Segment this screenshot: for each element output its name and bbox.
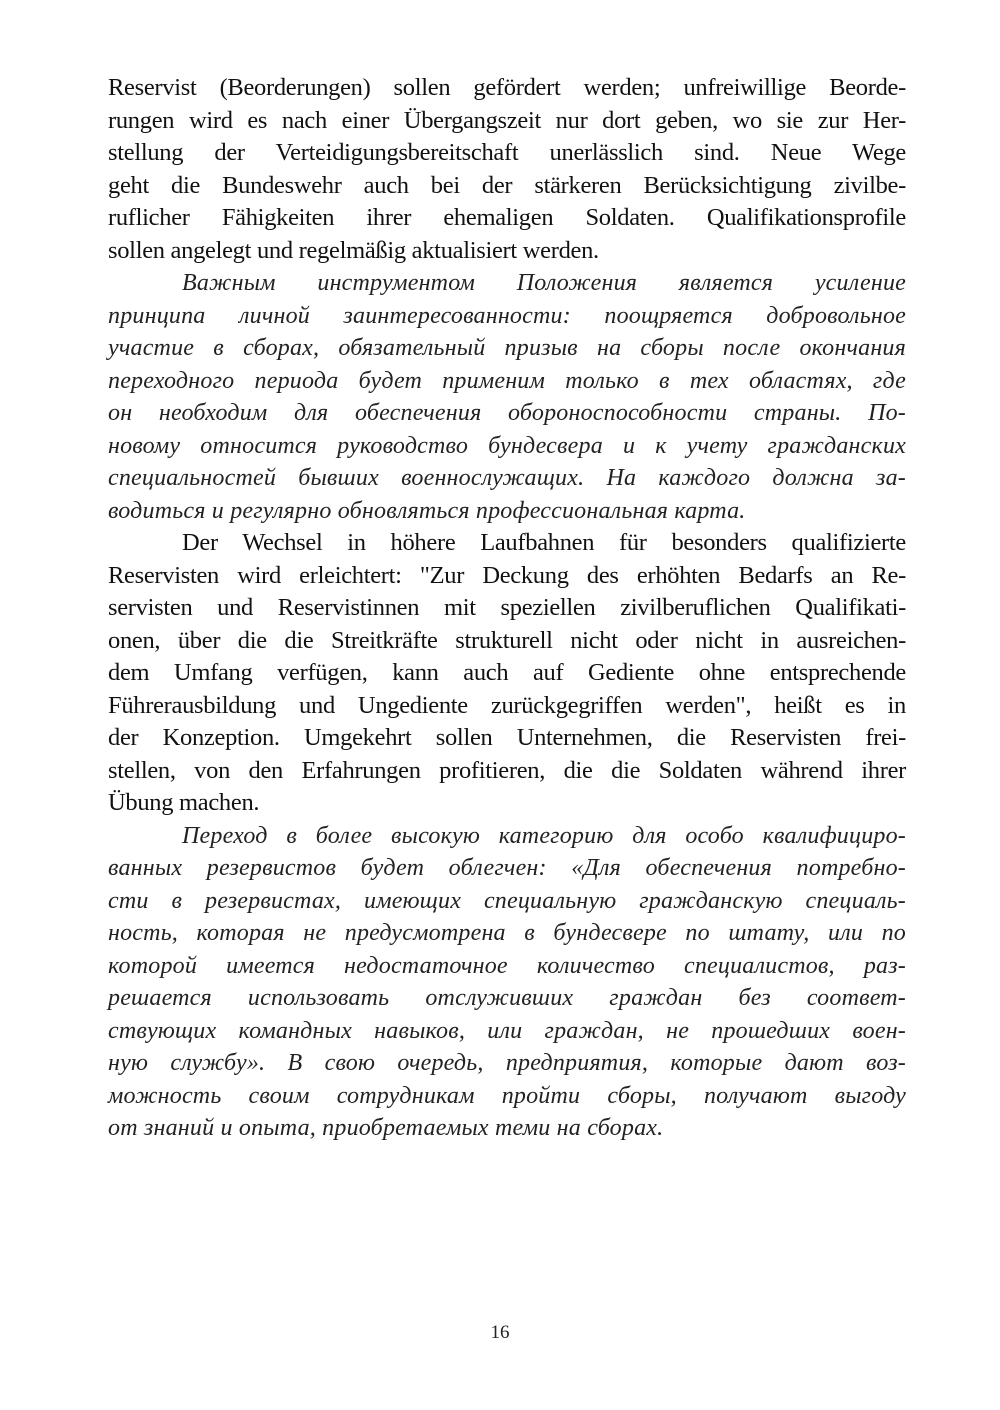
paragraph-russian-1 bbox=[108, 267, 906, 527]
text-line: водиться и регулярно обновляться профессиональная карта. bbox=[108, 497, 746, 524]
text-line: rungen wird es nach einer Übergangszeit nur dort geben, wo sie zur Her- bbox=[108, 106, 906, 134]
text-line: ную службу». В свою очередь, предприятия, которые дают воз- bbox=[108, 1050, 906, 1076]
text-line: ruflicher Fähigkeiten ihrer ehemaligen Soldaten. Qualifikationsprofile bbox=[108, 204, 906, 231]
text-line: geht die Bundeswehr auch bei der stärkeren Berücksichtigung zivilbe- bbox=[108, 171, 906, 199]
page-body bbox=[108, 72, 906, 1145]
text-line: servisten und Reservistinnen mit speziellen zivilberuflichen Qualifikati- bbox=[108, 594, 906, 621]
text-line: ствующих командных навыков, или граждан, не прошедших воен- bbox=[108, 1017, 906, 1044]
text-line: Übung machen. bbox=[108, 789, 260, 816]
text-line: Reservisten wird erleichtert: "Zur Deckung des erhöhten Bedarfs an Re- bbox=[108, 561, 906, 589]
text-line: переходного периода будет применим только в тех областях, где bbox=[108, 367, 906, 394]
text-line: Важным инструментом Положения является усиление bbox=[182, 270, 906, 296]
text-line: ванных резервистов будет облегчен: «Для обеспечения потребно- bbox=[108, 855, 906, 881]
paragraph-german-1 bbox=[108, 72, 906, 267]
page-number: 16 bbox=[490, 1322, 510, 1343]
text-line: сти в резервистах, имеющих специальную гражданскую специаль- bbox=[108, 887, 906, 914]
text-line: Führerausbildung und Ungediente zurückgegriffen werden", heißt es in bbox=[108, 691, 906, 719]
text-line: участие в сборах, обязательный призыв на сборы после окончания bbox=[108, 335, 906, 361]
text-line: dem Umfang verfügen, kann auch auf Gediente ohne entsprechende bbox=[108, 659, 906, 686]
text-line: специальностей бывших военнослужащих. На каждого должна за- bbox=[108, 465, 906, 491]
text-line: onen, über die die Streitkräfte strukturell nicht oder nicht in ausreichen- bbox=[108, 626, 906, 654]
text-line: он необходим для обеспечения обороноспособности страны. По- bbox=[108, 400, 906, 426]
text-line: можность своим сотрудникам пройти сборы, получают выгоду bbox=[108, 1082, 906, 1109]
text-line: новому относится руководство бундесвера и к учету гражданских bbox=[108, 432, 906, 459]
text-line: sollen angelegt und regelmäßig aktualisiert werden. bbox=[108, 236, 599, 264]
text-line: stellen, von den Erfahrungen profitieren, die die Soldaten während ihrer bbox=[108, 756, 906, 784]
text-line: которой имеется недостаточное количество специалистов, раз- bbox=[108, 952, 906, 979]
text-line: решается использовать отслуживших граждан без соответ- bbox=[108, 985, 906, 1011]
text-line: Переход в более высокую категорию для особо квалифициро- bbox=[182, 822, 906, 849]
text-line: der Konzeption. Umgekehrt sollen Unternehmen, die Reservisten frei- bbox=[108, 724, 906, 751]
text-line: stellung der Verteidigungsbereitschaft unerlässlich sind. Neue Wege bbox=[108, 139, 906, 166]
paragraph-german-2 bbox=[108, 527, 906, 820]
text-line: от знаний и опыта, приобретаемых теми на сборах. bbox=[108, 1115, 664, 1141]
text-line: Der Wechsel in höhere Laufbahnen für besonders qualifizierte bbox=[182, 529, 906, 556]
paragraph-russian-2 bbox=[108, 820, 906, 1145]
text-line: ность, которая не предусмотрена в бундесвере по штату, или по bbox=[108, 920, 906, 946]
text-line: принципа личной заинтересованности: поощряется добровольное bbox=[108, 302, 906, 329]
text-line: Reservist (Beorderungen) sollen gefördert werden; unfreiwillige Beorde- bbox=[108, 74, 906, 101]
